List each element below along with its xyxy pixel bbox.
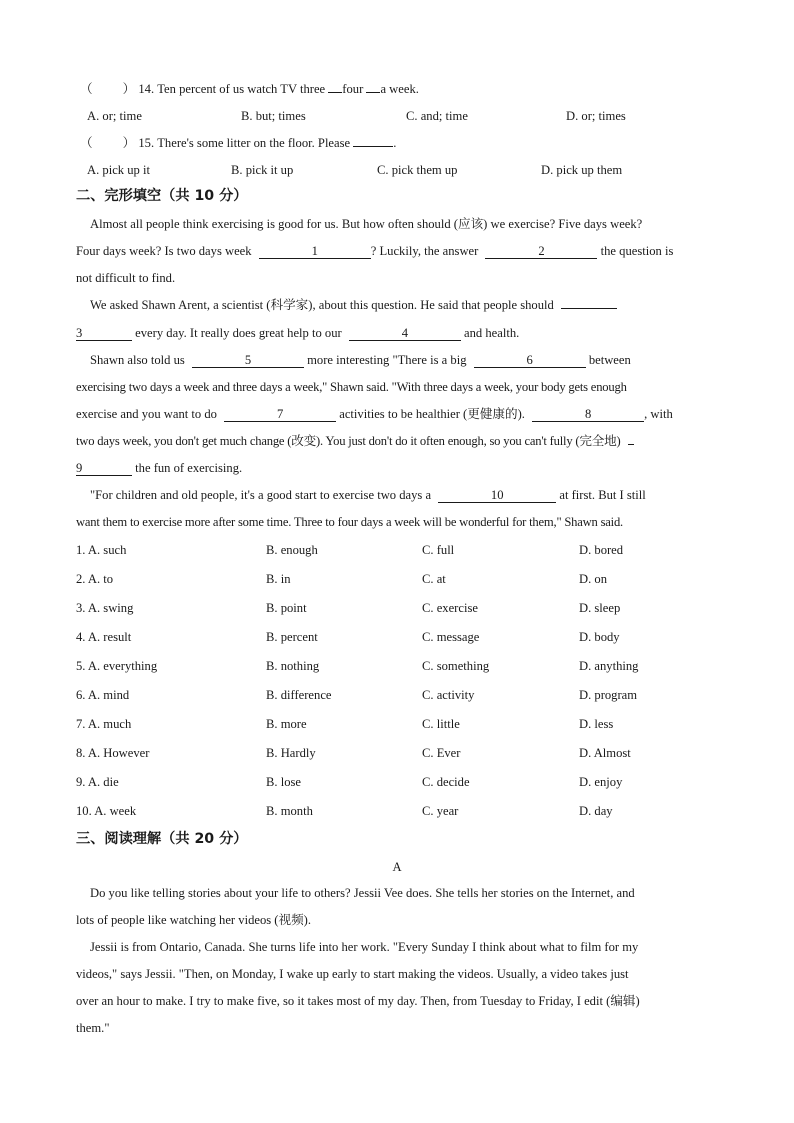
blank-4[interactable]: 4 xyxy=(349,326,461,341)
choice-6-c: C. activity xyxy=(422,688,475,702)
blank-10[interactable]: 10 xyxy=(438,488,556,503)
choice-10-d: D. day xyxy=(579,804,613,818)
passage-line xyxy=(76,433,634,449)
choice-8-a: 8. A. However xyxy=(76,746,150,760)
question-stem: 14. Ten percent of us watch TV three xyxy=(138,82,326,96)
blank-8[interactable]: 8 xyxy=(532,407,644,422)
passage-line: Do you like telling stories about your life to others? Jessii Vee does. She tells her stories on the Internet, and xyxy=(90,886,635,900)
choice-1-d: D. bored xyxy=(579,543,624,557)
answer-paren-close: ） xyxy=(122,82,136,96)
choice-9-b: B. lose xyxy=(266,775,301,789)
passage-line xyxy=(76,406,673,422)
choice-4-a: 4. A. result xyxy=(76,630,132,644)
section-heading-cloze: 二、完形填空（共 10 分） xyxy=(76,188,248,204)
choice-4-d: D. body xyxy=(579,630,620,644)
option-c: C. and; time xyxy=(406,109,468,123)
passage-line: exercising two days a week and three days a week," Shawn said. "With three days a week, your body gets enough xyxy=(76,380,627,394)
passage-line xyxy=(90,297,617,313)
answer-paren-close: ） xyxy=(122,136,136,150)
blank[interactable] xyxy=(328,92,342,93)
blank[interactable] xyxy=(366,92,380,93)
choice-5-a: 5. A. everything xyxy=(76,659,158,673)
choice-6-d: D. program xyxy=(579,688,638,702)
question-stem-end: . xyxy=(393,136,397,150)
passage-text: between xyxy=(588,353,631,367)
choice-2-a: 2. A. to xyxy=(76,572,114,586)
blank-7[interactable]: 7 xyxy=(224,407,336,422)
section-heading-reading: 三、阅读理解（共 20 分） xyxy=(76,831,248,847)
answer-paren-open: （ xyxy=(80,82,93,96)
passage-text: ? Luckily, the answer xyxy=(370,244,479,258)
passage-text: two days week, you don't get much change (改变). You just don't do it often enough, so you can't fully (完全地) xyxy=(76,434,621,448)
passage-text: at first. But I still xyxy=(559,488,646,502)
blank-5[interactable]: 5 xyxy=(192,353,304,368)
passage-line xyxy=(90,487,646,503)
passage-line: not difficult to find. xyxy=(76,271,176,285)
passage-line: want them to exercise more after some time. Three to four days a week will be wonderful for them," Shawn said. xyxy=(76,515,624,529)
option-d: D. pick up them xyxy=(541,163,623,177)
option-d: D. or; times xyxy=(566,109,626,123)
choice-8-c: C. Ever xyxy=(422,746,461,760)
blank[interactable] xyxy=(353,146,393,147)
blank-2[interactable]: 2 xyxy=(485,244,597,259)
choice-5-c: C. something xyxy=(422,659,490,673)
choice-5-d: D. anything xyxy=(579,659,639,673)
passage-text: the fun of exercising. xyxy=(135,461,243,475)
passage-text: Shawn also told us xyxy=(90,353,185,367)
choice-10-b: B. month xyxy=(266,804,313,818)
choice-2-b: B. in xyxy=(266,572,291,586)
choice-2-c: C. at xyxy=(422,572,446,586)
choice-8-b: B. Hardly xyxy=(266,746,316,760)
option-b: B. pick it up xyxy=(231,163,294,177)
question-stem: 15. There's some litter on the floor. Please xyxy=(138,136,351,150)
choice-3-a: 3. A. swing xyxy=(76,601,134,615)
passage-text: exercise and you want to do xyxy=(76,407,217,421)
passage-text: Four days week? Is two days week xyxy=(76,244,252,258)
choice-9-d: D. enjoy xyxy=(579,775,623,789)
passage-text: activities to be healthier (更健康的). xyxy=(339,407,525,421)
choice-4-c: C. message xyxy=(422,630,480,644)
passage-line xyxy=(76,460,242,476)
passage-line: them." xyxy=(76,1021,110,1035)
answer-paren-open: （ xyxy=(80,136,93,150)
choice-9-a: 9. A. die xyxy=(76,775,119,789)
passage-line: over an hour to make. I try to make five, so it takes most of my day. Then, from Tuesday to Friday, I edit (编辑) xyxy=(76,994,640,1008)
option-b: B. but; times xyxy=(241,109,306,123)
choice-7-a: 7. A. much xyxy=(76,717,132,731)
option-c: C. pick them up xyxy=(377,163,458,177)
choice-7-b: B. more xyxy=(266,717,307,731)
passage-line xyxy=(76,325,519,341)
choice-7-d: D. less xyxy=(579,717,614,731)
choice-1-c: C. full xyxy=(422,543,455,557)
option-a: A. or; time xyxy=(87,109,142,123)
choice-6-a: 6. A. mind xyxy=(76,688,130,702)
blank-9[interactable]: 9 xyxy=(76,461,132,476)
passage-text: "For children and old people, it's a good start to exercise two days a xyxy=(90,488,432,502)
passage-line xyxy=(76,243,673,259)
choice-3-b: B. point xyxy=(266,601,307,615)
passage-text: and health. xyxy=(464,326,520,340)
passage-text: We asked Shawn Arent, a scientist (科学家), about this question. He said that people should xyxy=(90,298,554,312)
blank-3-start[interactable] xyxy=(561,308,617,309)
choice-3-c: C. exercise xyxy=(422,601,478,615)
blank-9-start[interactable] xyxy=(628,444,634,445)
choice-3-d: D. sleep xyxy=(579,601,621,615)
blank-6[interactable]: 6 xyxy=(474,353,586,368)
passage-line: lots of people like watching her videos (视频). xyxy=(76,913,312,927)
passage-line xyxy=(90,352,631,368)
choice-4-b: B. percent xyxy=(266,630,318,644)
choice-8-d: D. Almost xyxy=(579,746,631,760)
question-stem-end: a week. xyxy=(380,82,419,96)
option-a: A. pick up it xyxy=(87,163,150,177)
question-14 xyxy=(80,81,419,97)
passage-label: A xyxy=(392,860,402,874)
question-stem-mid: four xyxy=(342,82,364,96)
choice-1-b: B. enough xyxy=(266,543,318,557)
choice-2-d: D. on xyxy=(579,572,607,586)
choice-10-a: 10. A. week xyxy=(76,804,137,818)
passage-line: Almost all people think exercising is good for us. But how often should (应该) we exercise? Five days week? xyxy=(90,217,643,231)
passage-text: , with xyxy=(644,407,673,421)
passage-text: every day. It really does great help to our xyxy=(135,326,342,340)
choice-9-c: C. decide xyxy=(422,775,470,789)
blank-3[interactable]: 3 xyxy=(76,326,132,341)
choice-5-b: B. nothing xyxy=(266,659,320,673)
question-15 xyxy=(80,135,396,151)
passage-line: Jessii is from Ontario, Canada. She turns life into her work. "Every Sunday I think about what to film for my xyxy=(90,940,639,954)
passage-text: the question is xyxy=(600,244,674,258)
blank-1[interactable]: 1 xyxy=(259,244,371,259)
passage-text: more interesting "There is a big xyxy=(307,353,467,367)
choice-10-c: C. year xyxy=(422,804,459,818)
passage-line: videos," says Jessii. "Then, on Monday, I wake up early to start making the videos. Usually, a video takes just xyxy=(76,967,629,981)
choice-6-b: B. difference xyxy=(266,688,332,702)
choice-7-c: C. little xyxy=(422,717,460,731)
choice-1-a: 1. A. such xyxy=(76,543,127,557)
